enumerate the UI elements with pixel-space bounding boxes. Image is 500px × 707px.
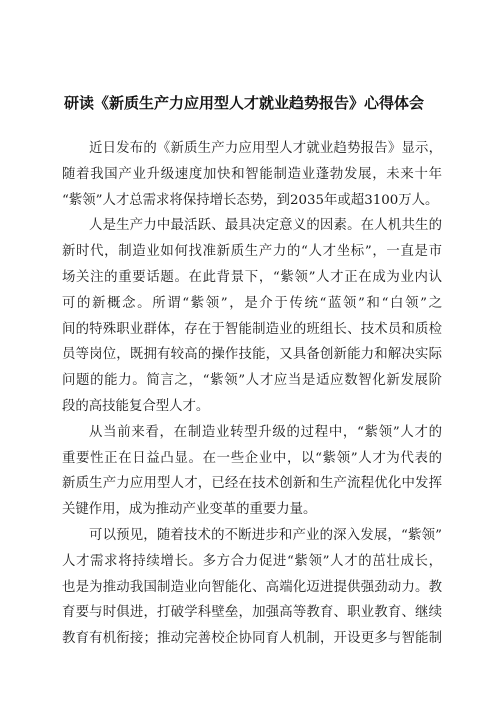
text-line: 关键作用，成为推动产业变革的重要力量。 bbox=[62, 502, 317, 518]
text-line: 重要性正在日益凸显。在一些企业中，以“紫领”人才为代表的 bbox=[62, 450, 442, 466]
text-line: 育要与时俱进，打破学科壁垒，加强高等教育、职业教育、继续 bbox=[62, 605, 442, 621]
paragraph-4 bbox=[62, 523, 442, 652]
text-line: 可的新概念。所谓“紫领”，是介于传统“蓝领”和“白领”之 bbox=[62, 295, 442, 311]
text-line: 可以预见，随着技术的不断进步和产业的深入发展，“紫领” bbox=[89, 527, 442, 543]
text-line: 人才需求将持续增长。多方合力促进“紫领”人才的茁壮成长， bbox=[62, 553, 442, 569]
paragraph-2 bbox=[62, 213, 442, 419]
text-line: 员等岗位，既拥有较高的操作技能，又具备创新能力和解决实际 bbox=[62, 347, 442, 363]
text-line: 也是为推动我国制造业向智能化、高端化迈进提供强劲动力。教 bbox=[62, 579, 442, 595]
text-line: 新质生产力应用型人才，已经在技术创新和生产流程优化中发挥 bbox=[62, 476, 442, 492]
document-body bbox=[62, 136, 442, 652]
paragraph-1 bbox=[62, 136, 442, 213]
paragraph-3 bbox=[62, 420, 442, 523]
text-line: 人是生产力中最活跃、最具决定意义的因素。在人机共生的 bbox=[89, 218, 442, 234]
text-line: 间的特殊职业群体，存在于智能制造业的班组长、技术员和质检 bbox=[62, 321, 442, 337]
text-line: 教育有机衔接；推动完善校企协同育人机制，开设更多与智能制 bbox=[62, 631, 442, 647]
text-line: 问题的能力。简言之，“紫领”人才应当是适应数智化新发展阶 bbox=[62, 373, 442, 389]
text-line: “紫领”人才总需求将保持增长态势，到2035年或超3100万人。 bbox=[62, 192, 439, 208]
text-line: 场关注的重要话题。在此背景下，“紫领”人才正在成为业内认 bbox=[62, 269, 442, 285]
document-title: 研读《新质生产力应用型人才就业趋势报告》心得体会 bbox=[64, 94, 425, 112]
text-line: 从当前来看，在制造业转型升级的过程中，“紫领”人才的 bbox=[89, 424, 442, 440]
text-line: 段的高技能复合型人才。 bbox=[62, 398, 210, 414]
text-line: 新时代，制造业如何找准新质生产力的“人才坐标”，一直是市 bbox=[62, 244, 442, 260]
text-line: 近日发布的《新质生产力应用型人才就业趋势报告》显示， bbox=[89, 141, 442, 156]
text-line: 随着我国产业升级速度加快和智能制造业蓬勃发展，未来十年 bbox=[62, 166, 442, 182]
